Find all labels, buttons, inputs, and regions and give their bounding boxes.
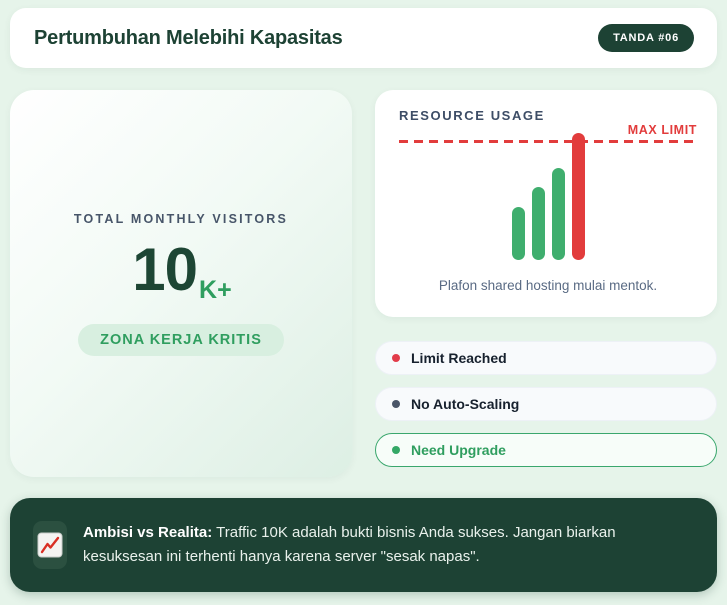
usage-bar-over-limit — [572, 133, 585, 260]
status-label: No Auto-Scaling — [411, 396, 520, 412]
visitors-label: TOTAL MONTHLY VISITORS — [73, 211, 289, 226]
visitors-stat-card — [10, 90, 352, 477]
header-card — [10, 8, 717, 68]
status-dot-green — [392, 446, 400, 454]
usage-bar — [552, 168, 565, 260]
visitors-value — [132, 235, 232, 304]
right-column — [375, 90, 717, 477]
trending-up-chart-icon — [33, 521, 67, 569]
max-limit-label: MAX LIMIT — [627, 123, 697, 137]
usage-bars-group — [399, 133, 697, 260]
summary-banner — [10, 498, 717, 592]
resource-usage-chart-card — [375, 90, 717, 317]
page-title: Pertumbuhan Melebihi Kapasitas — [34, 26, 343, 49]
status-label: Need Upgrade — [411, 442, 506, 458]
chart-title: RESOURCE USAGE — [399, 108, 545, 123]
status-item-need-upgrade — [375, 433, 717, 467]
usage-bar — [512, 207, 525, 260]
visitors-number: 10 — [132, 235, 198, 303]
usage-bar — [532, 187, 545, 260]
banner-lead: Ambisi vs Realita: — [83, 524, 213, 541]
status-list — [375, 341, 717, 467]
banner-text — [83, 521, 687, 569]
tanda-number-badge: TANDA #06 — [598, 24, 694, 52]
status-item-no-auto-scaling — [375, 387, 717, 421]
status-label: Limit Reached — [411, 350, 507, 366]
visitors-suffix: K+ — [199, 275, 232, 304]
main-content — [10, 90, 717, 477]
banner-body: Traffic 10K adalah bukti bisnis Anda sukses. Jangan biarkan kesuksesan ini terhenti hanya karena server "sesak napas". — [83, 524, 616, 565]
status-item-limit-reached — [375, 341, 717, 375]
chart-plot-area — [399, 123, 697, 260]
status-dot-red — [392, 354, 400, 362]
critical-zone-badge: ZONA KERJA KRITIS — [78, 324, 284, 356]
chart-caption: Plafon shared hosting mulai mentok. — [438, 278, 658, 293]
status-dot-slate — [392, 400, 400, 408]
